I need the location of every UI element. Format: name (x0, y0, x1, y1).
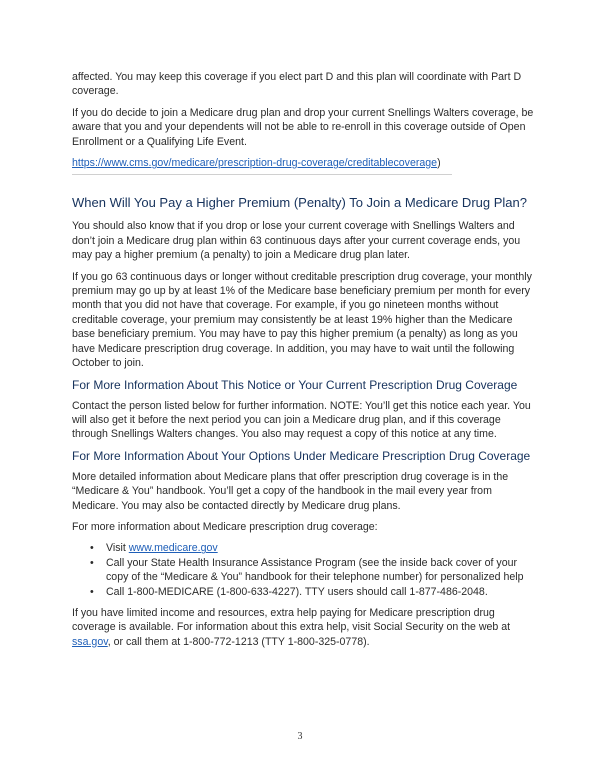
ssa-gov-link[interactable]: ssa.gov (72, 635, 108, 648)
heading-more-info-notice: For More Information About This Notice or Your Current Prescription Drug Coverage (72, 377, 518, 392)
paragraph-coverage-affected: affected. You may keep this coverage if you elect part D and this plan will coordinate with Part D coverage. (72, 71, 522, 98)
heading-higher-premium: When Will You Pay a Higher Premium (Penalty) To Join a Medicare Drug Plan? (72, 195, 527, 211)
paragraph-penalty-details: If you go 63 continuous days or longer without creditable prescription drug coverage, your monthly premium may go up by at least 1% of the Medicare base beneficiary premium per month for every month that you did not have that coverage. For example, if you go nineteen months without creditable coverage, your premium may consistently be at least 19% higher than the Medicare base beneficiary premium. You may have to pay this higher premium (a penalty) as long as you have Medicare prescription drug coverage. In addition, you may have to wait until the following October to join. (72, 270, 532, 370)
page-content (72, 70, 538, 656)
paragraph-drop-coverage: If you do decide to join a Medicare drug plan and drop your current Snellings Walters coverage, be aware that you and your dependents will not be able to re-enroll in this coverage outside of Open Enrollment or a Qualifying Life Event. (72, 106, 534, 148)
paragraph-penalty-intro: You should also know that if you drop or lose your current coverage with Snellings Walters and don’t join a Medicare drug plan within 63 continuous days after your current coverage ends, you may pay a higher premium (a penalty) to join a Medicare drug plan later. (72, 220, 521, 262)
bullet-glyph: • (90, 556, 94, 569)
visit-prefix: Visit (106, 542, 129, 555)
paragraph-contact-person: Contact the person listed below for further information. NOTE: You’ll get this notice each year. You will also get it before the next period you can join a Medicare drug plan, and if this coverage through Snellings Walters changes. You also may request a copy of this notice at any time. (72, 399, 531, 441)
resources-list (72, 541, 538, 599)
link-underline-divider (72, 174, 452, 175)
bullet-glyph: • (90, 542, 94, 555)
paragraph-medicare-handbook: More detailed information about Medicare plans that offer prescription drug coverage is in the “Medicare & You” handbook. You’ll get a copy of the handbook in the mail every year from Medicare. You may also be contacted directly by Medicare drug plans. (72, 470, 509, 512)
page-number: 3 (297, 731, 303, 742)
list-item-state-program (72, 556, 538, 585)
call-medicare-text: Call 1-800-MEDICARE (1-800-633-4227). TTY users should call 1-877-486-2048. (106, 585, 488, 598)
paragraph-cms-link (72, 156, 538, 170)
extra-help-prefix: If you have limited income and resources, extra help paying for Medicare prescription drug coverage is available. For information about this extra help, visit Social Security on the web at (72, 606, 511, 634)
medicare-gov-link[interactable]: www.medicare.gov (128, 542, 218, 555)
bullet-glyph: • (90, 585, 94, 598)
cms-creditable-coverage-link[interactable]: https://www.cms.gov/medicare/prescription-drug-coverage/creditablecoverage (72, 157, 438, 170)
paragraph-more-info-intro: For more information about Medicare prescription drug coverage: (72, 520, 378, 533)
heading-more-info-options: For More Information About Your Options Under Medicare Prescription Drug Coverage (72, 448, 531, 463)
state-program-text: Call your State Health Insurance Assistance Program (see the inside back cover of your copy of the “Medicare & You” handbook for their telephone number) for personalized help (106, 556, 524, 584)
link-closing-paren: ) (437, 157, 441, 170)
paragraph-extra-help (72, 606, 538, 649)
list-item-visit-medicare (72, 541, 538, 555)
list-item-call-medicare (72, 585, 538, 599)
extra-help-suffix: , or call them at 1-800-772-1213 (TTY 1-800-325-0778). (107, 635, 370, 648)
